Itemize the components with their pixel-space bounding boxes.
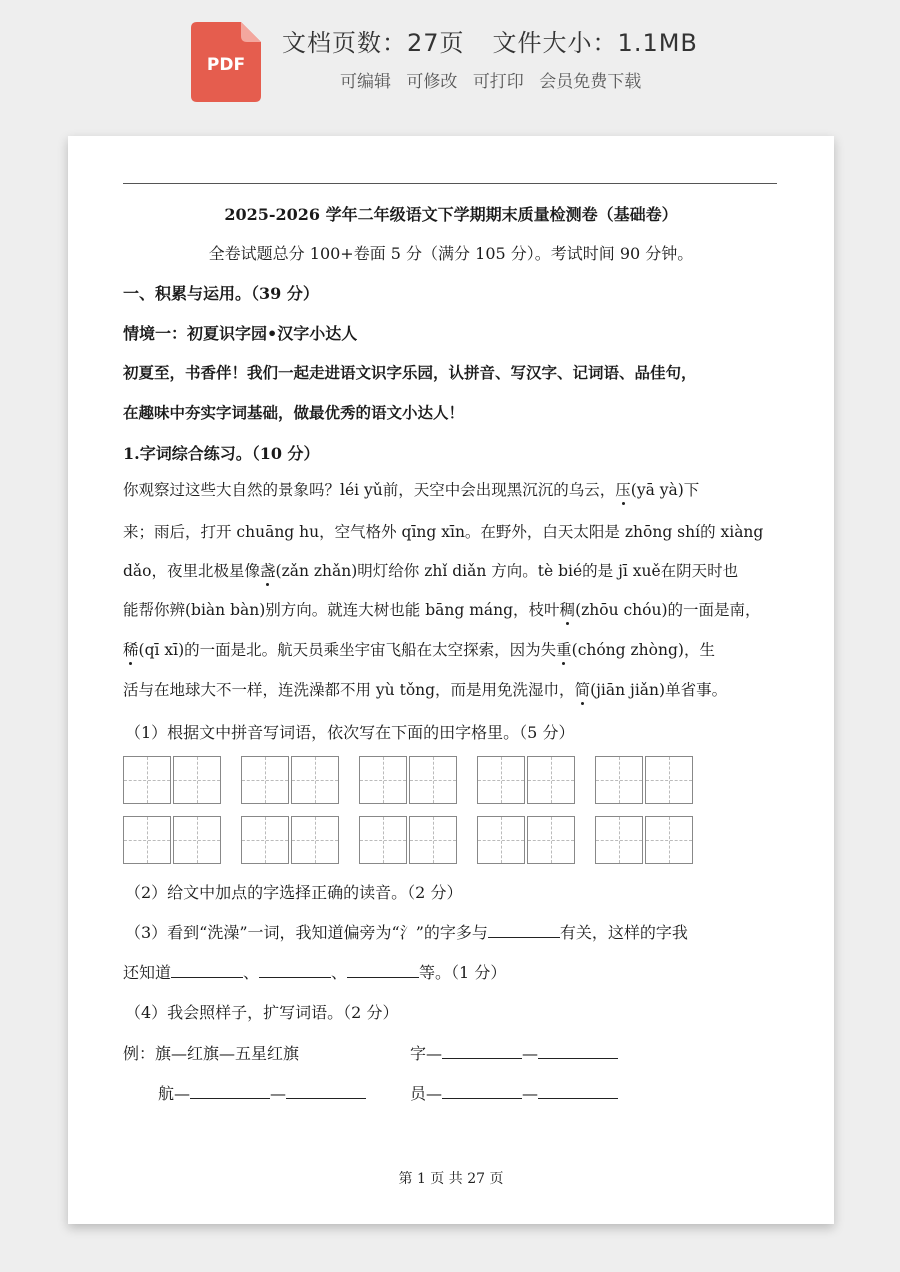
answer-blank[interactable] <box>259 963 331 978</box>
pdf-file-icon <box>191 22 261 102</box>
section-heading: 一、积累与运用。（39 分） <box>123 284 319 303</box>
feature-list <box>340 67 651 92</box>
expand-yuan: 员— — <box>410 1081 618 1104</box>
intro-line-2: 在趣味中夯实字词基础，做最优秀的语文小达人！ <box>123 403 465 422</box>
tianzige-pair[interactable] <box>477 816 577 864</box>
dotted-char: 稠 <box>560 598 576 620</box>
answer-blank[interactable] <box>171 963 243 978</box>
sub-question-3-cont: 还知道 、 、 等。（1 分） <box>123 963 507 982</box>
expand-hang: 航— — <box>158 1081 366 1104</box>
dotted-char: 盏 <box>260 559 276 581</box>
file-info <box>282 23 698 58</box>
sub-question-3: （3）看到“洗澡”一词，我知道偏旁为“氵”的字多与 有关，这样的字我 <box>125 923 688 942</box>
answer-blank[interactable] <box>347 963 419 978</box>
passage-line: 稀(qī xī)的一面是北。航天员乘坐宇宙飞船在太空探索，因为失重(chóng zhòng)，生 <box>123 638 715 660</box>
dotted-char: 简 <box>575 678 591 700</box>
sub-question-1: （1）根据文中拼音写词语，依次写在下面的田字格里。（5 分） <box>125 723 575 742</box>
tianzige-pair[interactable] <box>595 816 695 864</box>
page-footer: 第 1 页 共 27 页 <box>398 1171 504 1187</box>
dotted-char: 重 <box>556 638 572 660</box>
tianzige-pair[interactable] <box>123 816 223 864</box>
answer-blank[interactable] <box>538 1044 618 1059</box>
exam-title: 2025-2026 学年二年级语文下学期期末质量检测卷（基础卷） <box>224 205 678 224</box>
feature-editable: 可编辑 <box>340 72 391 92</box>
sub-question-2: （2）给文中加点的字选择正确的读音。（2 分） <box>125 883 463 902</box>
passage-line: 能帮你辨(biàn bàn)别方向。就连大树也能 bāng máng，枝叶稠(zhōu chóu)的一面是南， <box>123 598 761 620</box>
feature-modifiable: 可修改 <box>406 72 458 92</box>
answer-blank[interactable] <box>488 923 560 938</box>
dotted-char: 压 <box>615 478 631 500</box>
tianzige-pair[interactable] <box>123 756 223 804</box>
tianzige-pair[interactable] <box>359 756 459 804</box>
pdf-label: PDF <box>206 55 246 75</box>
exam-subtitle: 全卷试题总分 100+卷面 5 分（满分 105 分）。考试时间 90 分钟。 <box>208 244 694 263</box>
intro-line-1: 初夏至，书香伴！我们一起走进语文识字乐园，认拼音、写汉字、记词语、品佳句， <box>123 363 697 382</box>
header-rule <box>123 183 777 184</box>
passage-line: 你观察过这些大自然的景象吗？léi yǔ前，天空中会出现黑沉沉的乌云，压(yā yà)下 <box>123 478 699 500</box>
document-page <box>68 136 834 1224</box>
tianzige-pair[interactable] <box>595 756 695 804</box>
sub-question-4: （4）我会照样子，扩写词语。（2 分） <box>125 1003 399 1022</box>
dotted-char: 稀 <box>123 638 139 660</box>
page-count: 文档页数：27页 <box>282 29 465 57</box>
tianzige-pair[interactable] <box>241 816 341 864</box>
tianzige-pair[interactable] <box>477 756 577 804</box>
file-size: 文件大小：1.1MB <box>492 29 698 57</box>
context-title: 情境一：初夏识字园•汉字小达人 <box>123 324 358 343</box>
answer-blank[interactable] <box>442 1084 522 1099</box>
passage-line: dǎo，夜里北极星像盏(zǎn zhǎn)明灯给你 zhǐ diǎn 方向。tè bié的是 jī xuě在阴天时也 <box>123 559 738 581</box>
tianzige-pair[interactable] <box>359 816 459 864</box>
tianzige-pair[interactable] <box>241 756 341 804</box>
feature-free-download: 会员免费下载 <box>539 72 642 92</box>
passage-line: 活与在地球大不一样，连洗澡都不用 yù tǒng，而是用免洗湿巾，简(jiān jiǎn)单省事。 <box>123 678 727 700</box>
expand-example: 例：旗—红旗—五星红旗 <box>123 1044 300 1063</box>
answer-blank[interactable] <box>442 1044 522 1059</box>
answer-blank[interactable] <box>286 1084 366 1099</box>
expand-zi: 字— — <box>410 1041 618 1064</box>
answer-blank[interactable] <box>190 1084 270 1099</box>
answer-blank[interactable] <box>538 1084 618 1099</box>
feature-printable: 可打印 <box>472 72 524 92</box>
passage-line: 来；雨后，打开 chuāng hu，空气格外 qīng xīn。在野外，白天太阳是 zhōng shí的 xiàng <box>123 523 764 541</box>
question-1-title: 1.字词综合练习。（10 分） <box>123 444 320 463</box>
